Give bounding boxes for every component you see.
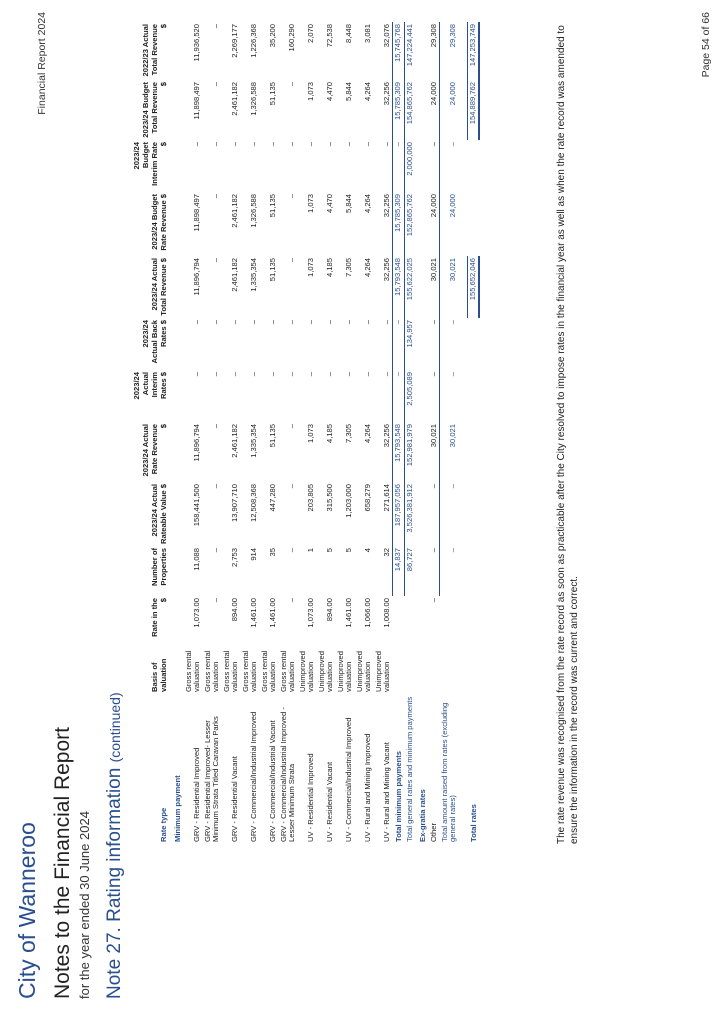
cell-props: 2,753 xyxy=(230,548,239,568)
cell-props xyxy=(467,546,479,596)
cell-ai: – xyxy=(192,372,201,377)
cell-ai: – xyxy=(381,372,391,377)
page-number: Page 54 of 66 xyxy=(700,12,712,78)
cell-pt: 32,076 xyxy=(381,24,391,48)
cell-brr: 4,264 xyxy=(363,194,372,214)
cell-bi: – xyxy=(230,142,239,147)
cell-ab: – xyxy=(230,320,239,325)
cell-arr: 4,185 xyxy=(325,424,334,444)
section-minimum xyxy=(170,22,184,844)
cell-basis: Gross rental valuation xyxy=(259,650,277,692)
total-rates-row xyxy=(467,22,479,844)
rate-row xyxy=(279,22,298,844)
cell-ai: – xyxy=(325,372,334,377)
cell-brr: 1,073 xyxy=(306,194,315,214)
cell-at: 4,185 xyxy=(325,258,334,278)
cell-props: 32 xyxy=(381,548,391,557)
cell-basis: Gross rental valuation xyxy=(221,650,239,692)
cell-type: UV - Residential Vacant xyxy=(325,761,334,842)
cell-bi: – xyxy=(192,142,201,147)
cell-arr: 15,793,548 xyxy=(393,422,405,482)
cell-type: GRV - Commercial/Industrial Improved xyxy=(249,711,258,842)
cell-bt: 4,470 xyxy=(325,82,334,102)
rate-row xyxy=(241,22,260,844)
cell-rv: 315,500 xyxy=(325,484,334,512)
organisation-name: City of Wanneroo xyxy=(14,822,40,999)
cell-pt: 1,226,368 xyxy=(249,24,258,58)
cell-rv: – xyxy=(287,484,296,489)
cell-props: – xyxy=(428,548,438,553)
cell-bi: – xyxy=(268,142,277,147)
cell-bt: 5,844 xyxy=(344,82,353,102)
cell-pt: 160,290 xyxy=(287,24,296,52)
cell-bt: 15,785,309 xyxy=(393,80,405,140)
cell-type: Other xyxy=(429,823,438,842)
cell-ai: – xyxy=(249,372,258,377)
cell-type: Total rates xyxy=(468,804,478,842)
cell-ai: – xyxy=(306,372,315,377)
cell-ab: – xyxy=(393,318,405,370)
note-suffix: (continued) xyxy=(107,692,123,763)
cell-brr: 5,844 xyxy=(344,194,353,214)
cell-arr: 7,305 xyxy=(344,424,353,444)
cell-props: 1 xyxy=(306,548,315,553)
cell-type: UV - Rural and Mining Improved xyxy=(363,733,372,842)
cell-at: 4,264 xyxy=(363,258,372,278)
cell-rv: 187,957,056 xyxy=(393,482,405,546)
cell-bt: 51,135 xyxy=(268,82,277,106)
cell-props: – xyxy=(440,546,459,596)
cell-basis: Unimproved valuation xyxy=(335,651,353,692)
cell-rate: 1,461.00 xyxy=(268,598,277,628)
col-prior-total: 2022/23 Actual Total Revenue $ xyxy=(141,24,168,77)
cell-ab: – xyxy=(249,320,258,325)
cell-ab xyxy=(467,318,479,370)
col-props: Number of Properties xyxy=(150,548,168,586)
cell-brr: – xyxy=(287,194,296,199)
cell-pt: 11,936,520 xyxy=(192,24,201,62)
cell-ab: – xyxy=(428,320,438,325)
cell-basis xyxy=(467,644,479,694)
col-basis: Basis of valuation xyxy=(150,658,168,692)
rate-row xyxy=(298,22,317,844)
page-header xyxy=(14,692,126,999)
cell-basis xyxy=(429,644,440,694)
cell-ai: – xyxy=(268,372,277,377)
cell-rate xyxy=(404,596,415,644)
cell-rate: 1,461.00 xyxy=(344,598,353,628)
cell-brr: 11,898,497 xyxy=(192,194,201,232)
cell-ab: – xyxy=(211,320,220,325)
col-budget-rate-rev: 2023/24 Budget Rate Revenue $ xyxy=(150,194,168,251)
cell-ai: – xyxy=(211,372,220,377)
cell-bt: 2,461,182 xyxy=(230,82,239,116)
cell-props: 35 xyxy=(268,548,277,557)
section-exgratia xyxy=(415,22,429,844)
cell-ai: – xyxy=(428,372,438,377)
cell-type: Total minimum payments xyxy=(393,751,403,842)
cell-bt: 154,889,762 xyxy=(467,80,479,140)
cell-arr: – xyxy=(287,424,296,429)
cell-arr: 2,461,182 xyxy=(230,424,239,458)
cell-brr: 2,461,182 xyxy=(230,194,239,228)
cell-type: GRV - Commercial/Industrial Vacant xyxy=(268,720,277,842)
rating-table xyxy=(132,22,480,844)
cell-props: 5 xyxy=(325,548,334,553)
cell-at: 1,335,354 xyxy=(249,258,258,292)
cell-type: UV - Commercial/Industrial Improved xyxy=(344,717,353,842)
cell-bt: 24,000 xyxy=(440,80,459,140)
col-rate: Rate in the $ xyxy=(150,598,168,637)
cell-brr xyxy=(467,192,479,256)
cell-ai: – xyxy=(230,372,239,377)
cell-pt: 147,253,749 xyxy=(467,22,479,80)
cell-pt: 72,538 xyxy=(325,24,334,48)
cell-ab: – xyxy=(381,320,391,325)
cell-rate: – xyxy=(287,598,296,603)
cell-props: – xyxy=(287,548,296,553)
cell-rate: 1,008.00 xyxy=(382,598,391,628)
cell-type: UV - Residential Improved xyxy=(306,753,315,842)
cell-bt: 1,326,588 xyxy=(249,82,258,116)
cell-bi: – xyxy=(344,142,353,147)
cell-at: 32,256 xyxy=(381,258,391,282)
cell-ab: 134,957 xyxy=(404,318,415,370)
cell-bt: – xyxy=(287,82,296,87)
cell-pt: 29,308 xyxy=(428,24,438,48)
cell-bi: – xyxy=(428,142,438,147)
cell-bi: – xyxy=(287,142,296,147)
rate-row xyxy=(260,22,279,844)
rate-row xyxy=(184,22,203,844)
cell-rv: – xyxy=(211,484,220,489)
cell-arr: – xyxy=(211,424,220,429)
cell-bt: 1,073 xyxy=(306,82,315,102)
cell-rv: 658,279 xyxy=(363,484,372,512)
cell-props: 4 xyxy=(363,548,372,553)
cell-at: – xyxy=(211,258,220,263)
cell-bi: – xyxy=(381,142,391,147)
cell-ab: – xyxy=(287,320,296,325)
cell-type: Total general rates and minimum payments xyxy=(404,696,414,842)
cell-at: 155,652,046 xyxy=(467,256,479,318)
cell-ab: – xyxy=(344,320,353,325)
other-row xyxy=(429,22,440,844)
cell-brr: 152,865,762 xyxy=(404,192,415,256)
cell-ai: 2,505,089 xyxy=(404,370,415,422)
cell-rv: 3,526,381,912 xyxy=(404,482,415,546)
cell-rate: 1,461.00 xyxy=(249,598,258,628)
col-actual-interim: 2023/24 Actual Interim Rates $ xyxy=(132,372,168,400)
cell-ai: – xyxy=(440,370,459,422)
cell-arr xyxy=(467,422,479,482)
footnote: The rate revenue was recognised from the rate record as soon as practicable after the City resolved to impose rates in the financial year as well as when the rate record was amended to ensure the information in the record was current and correct. xyxy=(556,25,580,844)
cell-rv: – xyxy=(440,482,459,546)
cell-brr: 15,785,309 xyxy=(393,192,405,256)
cell-ab: – xyxy=(192,320,201,325)
cell-arr: 30,021 xyxy=(428,424,438,448)
cell-brr: 24,000 xyxy=(428,194,438,218)
total-general-row xyxy=(404,22,415,844)
cell-ab: – xyxy=(268,320,277,325)
cell-props: 5 xyxy=(344,548,353,553)
cell-bt: 32,256 xyxy=(381,82,391,106)
section-label: Minimum payment xyxy=(173,775,182,842)
rate-row xyxy=(355,22,374,844)
section-label: Ex-gratia rates xyxy=(418,789,427,842)
cell-pt: 8,448 xyxy=(344,24,353,44)
cell-type: GRV - Residential Vacant xyxy=(230,756,239,842)
table-body xyxy=(170,22,479,844)
cell-type: GRV - Commercial/Industrial Improved - Lesser Minimum Strata xyxy=(278,707,296,842)
cell-props: – xyxy=(211,548,220,553)
cell-bi: – xyxy=(393,140,405,192)
spacer-row xyxy=(459,22,468,844)
cell-rate: – xyxy=(211,598,220,603)
cell-brr: 32,256 xyxy=(381,194,391,218)
cell-rate xyxy=(393,596,405,644)
cell-ab: – xyxy=(363,320,372,325)
cell-rv: – xyxy=(428,484,438,489)
cell-pt: 2,269,177 xyxy=(230,24,239,58)
cell-basis: Unimproved valuation xyxy=(354,651,372,692)
cell-at: 7,305 xyxy=(344,258,353,278)
col-actual-rate-rev: 2023/24 Actual Rate Revenue $ xyxy=(141,424,168,477)
cell-pt: 35,200 xyxy=(268,24,277,48)
cell-props: 914 xyxy=(249,548,258,561)
note-title: Note 27. Rating information xyxy=(104,767,125,999)
note-heading xyxy=(104,692,126,999)
cell-pt: 2,070 xyxy=(306,24,315,44)
report-title: Notes to the Financial Report xyxy=(51,727,74,999)
cell-basis: Unimproved valuation xyxy=(297,651,315,692)
cell-bi xyxy=(467,140,479,192)
cell-pt: – xyxy=(211,24,220,29)
cell-pt: 3,081 xyxy=(363,24,372,44)
cell-type: Total amount raised from rates (excluding general rates) xyxy=(439,702,457,842)
cell-props: 11,088 xyxy=(192,548,201,571)
cell-basis: Unimproved valuation xyxy=(373,651,391,692)
col-actual-back: 2023/24 Actual Back Rates $ xyxy=(141,320,168,364)
cell-bi: 2,000,000 xyxy=(404,140,415,192)
cell-bt: 4,264 xyxy=(363,82,372,102)
cell-brr: 1,326,588 xyxy=(249,194,258,228)
report-subtitle: for the year ended 30 June 2024 xyxy=(77,811,92,999)
cell-rv: 13,907,710 xyxy=(230,484,239,523)
cell-brr: 51,135 xyxy=(268,194,277,218)
cell-props: 86,727 xyxy=(404,546,415,596)
col-actual-total: 2023/24 Actual Total Revenue $ xyxy=(150,258,168,316)
cell-bt: – xyxy=(211,82,220,87)
cell-at: 155,622,025 xyxy=(404,256,415,318)
cell-basis xyxy=(440,644,459,694)
total-minimum-row xyxy=(393,22,405,844)
cell-bi: – xyxy=(306,142,315,147)
cell-rv xyxy=(467,482,479,546)
col-budget-interim: 2023/24 Budget Interim Rate $ xyxy=(132,142,168,186)
cell-pt: 147,224,441 xyxy=(404,22,415,80)
cell-ab: – xyxy=(325,320,334,325)
cell-pt: 15,745,768 xyxy=(393,22,405,80)
cell-rv: 158,441,500 xyxy=(192,484,201,527)
cell-bi: – xyxy=(325,142,334,147)
cell-ai xyxy=(467,370,479,422)
cell-type: UV - Rural and Mining Vacant xyxy=(382,742,391,842)
cell-arr: 4,264 xyxy=(363,424,372,444)
cell-brr: – xyxy=(211,194,220,199)
cell-at: 2,461,182 xyxy=(230,258,239,292)
cell-pt: 29,308 xyxy=(440,22,459,80)
cell-ai: – xyxy=(393,370,405,422)
cell-rate xyxy=(440,596,459,644)
cell-basis: Gross rental valuation xyxy=(183,650,201,692)
cell-brr: 4,470 xyxy=(325,194,334,214)
col-budget-total: 2023/24 Budget Total Revenue $ xyxy=(141,82,168,138)
cell-arr: 152,981,979 xyxy=(404,422,415,482)
rate-row xyxy=(203,22,222,844)
cell-basis: Unimproved valuation xyxy=(316,651,334,692)
total-other-row xyxy=(440,22,459,844)
cell-arr: 32,256 xyxy=(381,424,391,448)
cell-bt: 11,898,497 xyxy=(192,82,201,120)
cell-arr: 1,073 xyxy=(306,424,315,444)
cell-ab: – xyxy=(440,318,459,370)
rate-row xyxy=(317,22,336,844)
cell-rv: 1,203,000 xyxy=(344,484,353,518)
cell-bi: – xyxy=(211,142,220,147)
cell-rate xyxy=(467,596,479,644)
cell-at: 30,021 xyxy=(440,256,459,318)
cell-rate: 1,073.00 xyxy=(306,598,315,628)
cell-at: 51,135 xyxy=(268,258,277,282)
cell-rate: 894.00 xyxy=(230,598,239,622)
cell-type: GRV - Residential Improved xyxy=(192,747,201,842)
cell-at: – xyxy=(287,258,296,263)
cell-rv: 12,508,368 xyxy=(249,484,258,523)
cell-ab: – xyxy=(306,320,315,325)
cell-rv: 447,280 xyxy=(268,484,277,512)
cell-brr: 24,000 xyxy=(440,192,459,256)
rate-row xyxy=(222,22,241,844)
cell-at: 1,073 xyxy=(306,258,315,278)
cell-arr: 51,135 xyxy=(268,424,277,448)
table-header-row xyxy=(132,22,170,844)
cell-ai: – xyxy=(344,372,353,377)
cell-arr: 11,896,794 xyxy=(192,424,201,462)
cell-rate: 1,066.00 xyxy=(363,598,372,628)
cell-at: 15,793,548 xyxy=(393,256,405,318)
cell-rate: 894.00 xyxy=(325,598,334,622)
cell-rate: – xyxy=(429,598,438,603)
cell-arr: 1,335,354 xyxy=(249,424,258,458)
cell-bi: – xyxy=(440,140,459,192)
cell-basis xyxy=(393,644,405,694)
rate-row xyxy=(374,22,393,844)
cell-rate: 1,073.00 xyxy=(192,598,201,628)
col-rateable: 2023/24 Actual Rateable Value $ xyxy=(150,484,168,544)
cell-bi: – xyxy=(249,142,258,147)
cell-rv: 271,614 xyxy=(381,484,391,512)
report-name: Financial Report 2024 xyxy=(36,12,48,115)
cell-arr: 30,021 xyxy=(440,422,459,482)
cell-basis xyxy=(404,644,415,694)
cell-bt: 154,865,762 xyxy=(404,80,415,140)
cell-bt: 24,000 xyxy=(428,82,438,106)
cell-basis: Gross rental valuation xyxy=(278,650,296,692)
cell-ai: – xyxy=(287,372,296,377)
cell-rv: 203,805 xyxy=(306,484,315,512)
cell-at: 30,021 xyxy=(428,258,438,282)
cell-basis: Gross rental valuation xyxy=(202,650,220,692)
rate-row xyxy=(336,22,355,844)
cell-basis: Gross rental valuation xyxy=(240,650,258,692)
cell-props: 14,837 xyxy=(393,546,405,596)
cell-bi: – xyxy=(363,142,372,147)
cell-type: GRV - Residential Improved- Lesser Minimum Strata Titled Caravan Parks xyxy=(202,716,220,842)
cell-ai: – xyxy=(363,372,372,377)
spacer-cell xyxy=(459,22,468,844)
cell-at: 11,896,794 xyxy=(192,258,201,296)
col-rate-type: Rate type xyxy=(159,807,168,842)
